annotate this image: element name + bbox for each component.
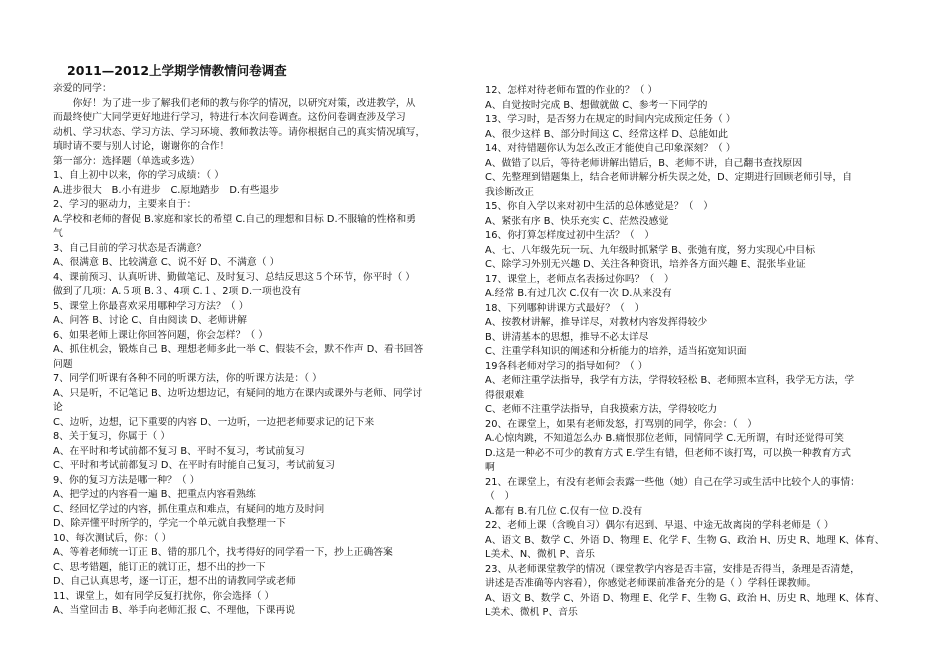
left-text-line: D、除弄懂平时所学的，学完一个单元就自我整理一下 (53, 518, 286, 529)
right-text-line: 20、在课堂上，如果有老师发怒，打骂别的同学，你会：（ ） (485, 418, 758, 430)
right-text-line: A、很少这样 B、部分时间这 C、经常这样 D、总能如此 (485, 128, 728, 140)
right-text-line: A.经常 B.有过几次 C.仅有一次 D.从来没有 (485, 288, 672, 299)
right-text-line: B、讲清基本的思想，推导不必太详尽 (485, 331, 649, 343)
right-text-line: A、语文 B、数学 C、外语 D、物理 E、化学 F、生物 G、政治 H、历史 R、地理 K、体育、 (485, 592, 885, 604)
right-text-line: A、按教材讲解，推导详尽，对教材内容发挥得较少 (485, 317, 708, 328)
left-text-line: 你好！为了进一步了解我们老师的教与你学的情况，以研究对策，改进教学，从 (53, 97, 416, 109)
right-text-line: 13、学习时，是否努力在规定的时间内完成预定任务（ ） (485, 114, 736, 125)
right-text-line: 19各科老师对学习的指导如何？（ ） (485, 360, 648, 372)
left-text-line: 6、如果老师上课让你回答问题，你会怎样？（ ） (53, 329, 269, 341)
left-text-line: 10、每次测试后，你：（ ） (53, 532, 172, 544)
left-text-line: 8、关于复习，你属于（ ） (53, 431, 171, 442)
right-text-line: A、七、八年级先玩一玩、九年级时抓紧学 B、张弛有度，努力实现心中目标 (485, 244, 816, 256)
right-text-line: 我诊断改正 (485, 186, 534, 198)
left-text-line: 9、你的复习方法是哪一种？（ ） (53, 474, 200, 486)
right-text-line: A、紧张有序 B、快乐充实 C、茫然没感觉 (485, 215, 669, 227)
left-text-line: C、边听，边想，记下重要的内容 D、一边听，一边把老师要求记的记下来 (53, 416, 375, 428)
left-text-line: 问题 (53, 358, 73, 370)
left-text-line: C、平时和考试前都复习 D、在平时有时能自己复习，考试前复习 (53, 460, 336, 471)
right-text-line: A、语文 B、数学 C、外语 D、物理 E、化学 F、生物 G、政治 H、历史 R、地理 K、体育、 (485, 534, 885, 546)
left-text-line: 动机、学习状态、学习方法、学习环境、教师教法等。请你根据自己的真实情况填写， (53, 126, 426, 138)
right-text-line: 18、下列哪种讲课方式最好？（ ） (485, 302, 645, 314)
right-text-line: C、老师不注重学法指导，自我摸索方法，学得较吃力 (485, 404, 718, 415)
left-text-line: 第一部分：选择题（单选或多选） (53, 155, 200, 167)
left-text-line: A、很满意 B、比较满意 C、说不好 D、不满意（ ） (53, 257, 280, 268)
left-text-line: 填时请不要与别人讨论，谢谢你的合作！ (53, 141, 230, 152)
left-text-line: C、经回忆学过的内容，抓住重点和难点，有疑问的地方及时问 (53, 503, 325, 515)
left-text-line: A、问答 B、讨论 C、自由阅读 D、老师讲解 (53, 315, 247, 326)
right-text-line: 讲述是否准确等内容看），你感觉老师课前准备充分的是（ ）学科任课教师。 (485, 578, 817, 589)
right-text-line: 15、你自入学以来对初中生活的总体感觉是？（ ） (485, 201, 713, 212)
right-text-line: 16、你打算怎样度过初中生活？（ ） (485, 230, 655, 241)
right-text-line: 得很艰难 (485, 389, 525, 401)
right-column (485, 84, 905, 621)
right-text-line: C、先整理到错题集上，结合老师讲解分析失误之处，D、定期进行回顾老师引导，自 (485, 172, 853, 183)
left-text-line: 7、同学们听课有各种不同的听课方法，你的听课方法是：（ ） (53, 373, 322, 384)
left-text-line: A、抓住机会，锻炼自己 B、理想老师多此一举 C、假装不会，默不作声 D、看书回答 (53, 344, 424, 355)
left-text-line: 做到了几项：A.５项 B.３、4项 C.１、2项 D.一项也没有 (53, 286, 302, 297)
right-text-line: D.这是一种必不可少的教育方式 E.学生有错，但老师不该打骂，可以换一种教育方式 (485, 447, 851, 459)
left-text-line: A、等着老师统一订正 B、错的那几个，找考得好的同学看一下，抄上正确答案 (53, 547, 393, 558)
left-text-line: 1、自上初中以来，你的学习成绩：（ ） (53, 170, 224, 181)
left-text-line: A.进步很大 B.小有进步 C.原地踏步 D.有些退步 (53, 184, 280, 196)
left-text-line: 3、自己目前的学习状态是否满意？ (53, 242, 207, 254)
left-text-line: 11、课堂上，如有同学反复打扰你，你会选择（ ） (53, 590, 275, 602)
right-text-line: 啊 (485, 462, 495, 473)
left-text-line: 论 (53, 402, 63, 413)
left-text-block (53, 82, 478, 619)
left-text-line: A.学校和老师的督促 B.家庭和家长的希望 C.自己的理想和目标 D.不服输的性格和勇 (53, 213, 416, 225)
left-text-line: 气 (53, 228, 63, 239)
right-text-line: A、老师注重学法指导，我学有方法，学得较轻松 B、老师照本宣科，我学无方法，学 (485, 375, 855, 386)
right-text-line: （ ） (485, 491, 515, 502)
right-text-line: L美术、微机 P、音乐 (485, 607, 578, 618)
right-text-line: 12、怎样对待老师布置的作业的？（ ） (485, 85, 658, 96)
left-text-line: A、把学过的内容看一遍 B、把重点内容看熟练 (53, 489, 256, 500)
right-text-block (485, 84, 905, 621)
right-text-line: C、除学习外别无兴趣 D、关注各种资讯，培养各方面兴趣 E、混张毕业证 (485, 259, 806, 270)
left-text-line: C、思考错题，能订正的就订正，想不出的抄一下 (53, 561, 266, 573)
left-text-line: 2、学习的驱动力，主要来自于： (53, 199, 197, 210)
right-text-line: L美术、N、微机 P、音乐 (485, 549, 595, 560)
left-text-line: 而最终使广大同学更好地进行学习，特进行本次问卷调查。这份问卷调查涉及学习 (53, 112, 406, 123)
right-text-line: A、自觉按时完成 B、想做就做 C、参考一下同学的 (485, 99, 708, 111)
right-text-line: 22、老师上课（含晚自习）偶尔有迟到、早退、中途无故离岗的学科老师是（ ） (485, 520, 834, 531)
right-text-line: 14、对待错题你认为怎么改正才能使自己印象深刻？（ ） (485, 143, 736, 154)
left-text-line: A、只是听，不记笔记 B、边听边想边记，有疑问的地方在课内或课外与老师、同学讨 (53, 387, 423, 399)
right-text-line: 21、在课堂上，有没有老师会表露一些他（她）自己在学习或生活中比较个人的事情： (485, 476, 860, 488)
right-text-line: A、做错了以后，等待老师讲解出错后，B、老师不讲，自己翻书查找原因 (485, 157, 803, 169)
left-text-line: 亲爱的同学： (53, 83, 112, 94)
left-column (53, 60, 478, 619)
left-text-line: D、自己认真思考，逐一订正，想不出的请教同学或老师 (53, 576, 296, 587)
left-text-line: 5、课堂上你最喜欢采用哪种学习方法？（ ） (53, 300, 249, 312)
left-text-line: A、当堂回击 B、举手向老师汇报 C、不理他，下课再说 (53, 605, 296, 616)
left-text-line: 4、课前预习、认真听讲、勤做笔记、及时复习、总结反思这５个环节，你平时（ ） (53, 271, 416, 283)
right-text-line: A.心惊肉跳，不知道怎么办 B.痛恨那位老师，同情同学 C.无所谓，有时还觉得可笑 (485, 433, 844, 444)
left-text-line: A、在平时和考试前都不复习 B、平时不复习，考试前复习 (53, 445, 305, 457)
right-text-line: 23、从老师课堂教学的情况（课堂教学内容是否丰富，安排是否得当，条理是否清楚， (485, 563, 860, 575)
right-text-line: 17、课堂上，老师点名表扬过你吗？（ ） (485, 273, 674, 285)
document-title: 2011—2012上学期学情教情问卷调查 (67, 63, 287, 78)
right-text-line: C、注重学科知识的阐述和分析能力的培养，适当拓宽知识面 (485, 346, 747, 357)
right-text-line: A.都有 B.有几位 C.仅有一位 D.没有 (485, 505, 643, 517)
